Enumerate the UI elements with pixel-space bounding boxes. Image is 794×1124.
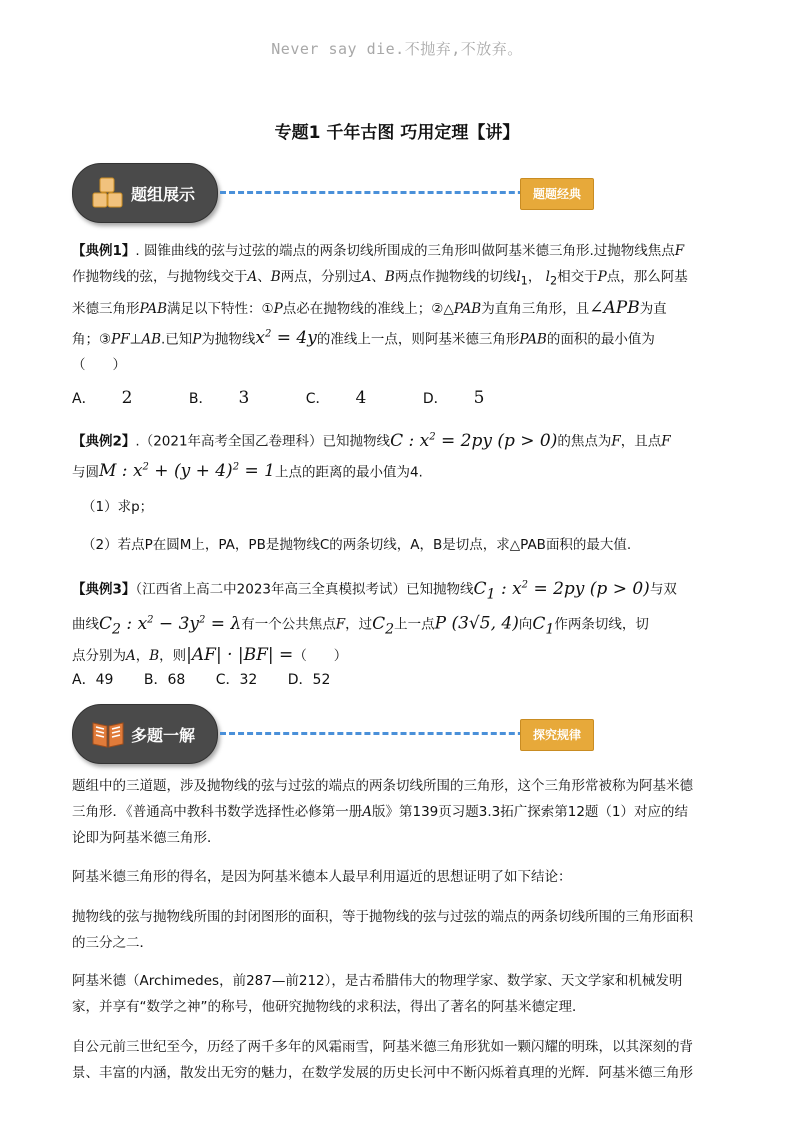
body-paragraph-3: 抛物线的弦与抛物线所围的封闭图形的面积，等于抛物线的弦与过弦的端点的两条切线所围的三角形面积 的三分之二． <box>72 909 693 951</box>
banner-tag: 探究规律 <box>520 719 594 751</box>
banner-topic-group <box>72 163 596 223</box>
banner-label: 多题一解 <box>131 726 196 745</box>
example-3: 【典例3】（江西省上高二中2023年高三全真模拟考试）已知抛物线$C_1$ : $x^2 = 2py$ (p > 0)与双 曲线$C_2$ : $x^2 - 3y^2 = \lambda$有一个公共焦点F，过$C_2$上一点P (3√5, 4)向$C_1$作两条切线，切 点分别为A，B，则|AF| · |BF| =（ ） <box>72 578 677 666</box>
banner-tag: 题题经典 <box>520 178 594 210</box>
banner-multi-solution <box>72 704 596 764</box>
body-paragraph-4: 阿基米德（Archimedes，前287—前212），是古希腊伟大的物理学家、数学家、天文学家和机械发明 家，并享有“数学之神”的称号，他研究抛物线的求积法，得出了著名的阿基米德定理． <box>72 973 683 1015</box>
page-title: 专题1 千年古图 巧用定理【讲】 <box>274 123 520 143</box>
option-d[interactable]: D． 5 <box>422 388 485 408</box>
option-c[interactable]: C．32 <box>215 672 258 688</box>
example-2-q1: （1）求p； <box>82 499 154 515</box>
option-c[interactable]: C． 4 <box>305 388 367 408</box>
blocks-icon <box>91 176 125 210</box>
option-a[interactable]: A．49 <box>72 672 114 688</box>
option-d[interactable]: D．52 <box>287 672 331 688</box>
example-3-options <box>72 668 356 692</box>
body-paragraph-5: 自公元前三世纪至今，历经了两千多年的风霜雨雪，阿基米德三角形犹如一颗闪耀的明珠，以其深刻的背 景、丰富的内涵，散发出无穷的魅力，在数学发展的历史长河中不断闪烁着真理的光辉．阿基米德三角形 <box>72 1039 693 1081</box>
banner-pill <box>72 163 218 223</box>
option-b[interactable]: B．68 <box>143 672 186 688</box>
banner-pill <box>72 704 218 764</box>
header-motto: Never say die.不抛弃,不放弃。 <box>271 40 523 58</box>
example-1-label: 【典例1】 <box>72 243 136 259</box>
body-paragraph-2: 阿基米德三角形的得名，是因为阿基米德本人最早利用逼近的思想证明了如下结论： <box>72 869 572 885</box>
example-2: 【典例2】.（2021年高考全国乙卷理科）已知抛物线C : $x^2 = 2py$ (p > 0)的焦点为F，且点F 与圆M : $x^2 + (y + 4)^2 = 1$上点的距离的最小值为4. <box>72 430 671 482</box>
book-icon <box>91 717 125 751</box>
option-a[interactable]: A． 2 <box>72 388 133 408</box>
body-paragraph-1: 题组中的三道题，涉及抛物线的弦与过弦的端点的两条切线所围的三角形，这个三角形常被称为阿基米德 三角形．《普通高中教科书数学选择性必修第一册A版》第139页习题3.3拓广探索第12题（1）对应的结 论即为阿基米德三角形． <box>72 778 693 846</box>
example-3-label: 【典例3】 <box>72 581 136 598</box>
example-1: 【典例1】. 圆锥曲线的弦与过弦的端点的两条切线所围成的三角形叫做阿基米德三角形.过抛物线焦点F 作抛物线的弦，与抛物线交于A、B两点，分别过A、B两点作抛物线的切线$l_1$， $l_2$相交于P点，那么阿基 米德三角形PAB满足以下特性：①P点必在抛物线的准线上；②△PAB为直角三角形，且∠APB为直 角；③PF⊥AB.已知P为抛物线$x^2 = 4y$的准线上一点，则阿基米德三角形PAB的面积的最小值为 （ ） <box>72 243 688 374</box>
example-2-label: 【典例2】 <box>72 433 136 450</box>
example-2-q2: （2）若点P在圆M上，PA，PB是抛物线C的两条切线，A，B是切点，求△PAB面积的最大值. <box>82 537 632 553</box>
example-1-options <box>72 386 536 411</box>
banner-label: 题组展示 <box>131 185 196 204</box>
option-b[interactable]: B． 3 <box>188 388 250 408</box>
